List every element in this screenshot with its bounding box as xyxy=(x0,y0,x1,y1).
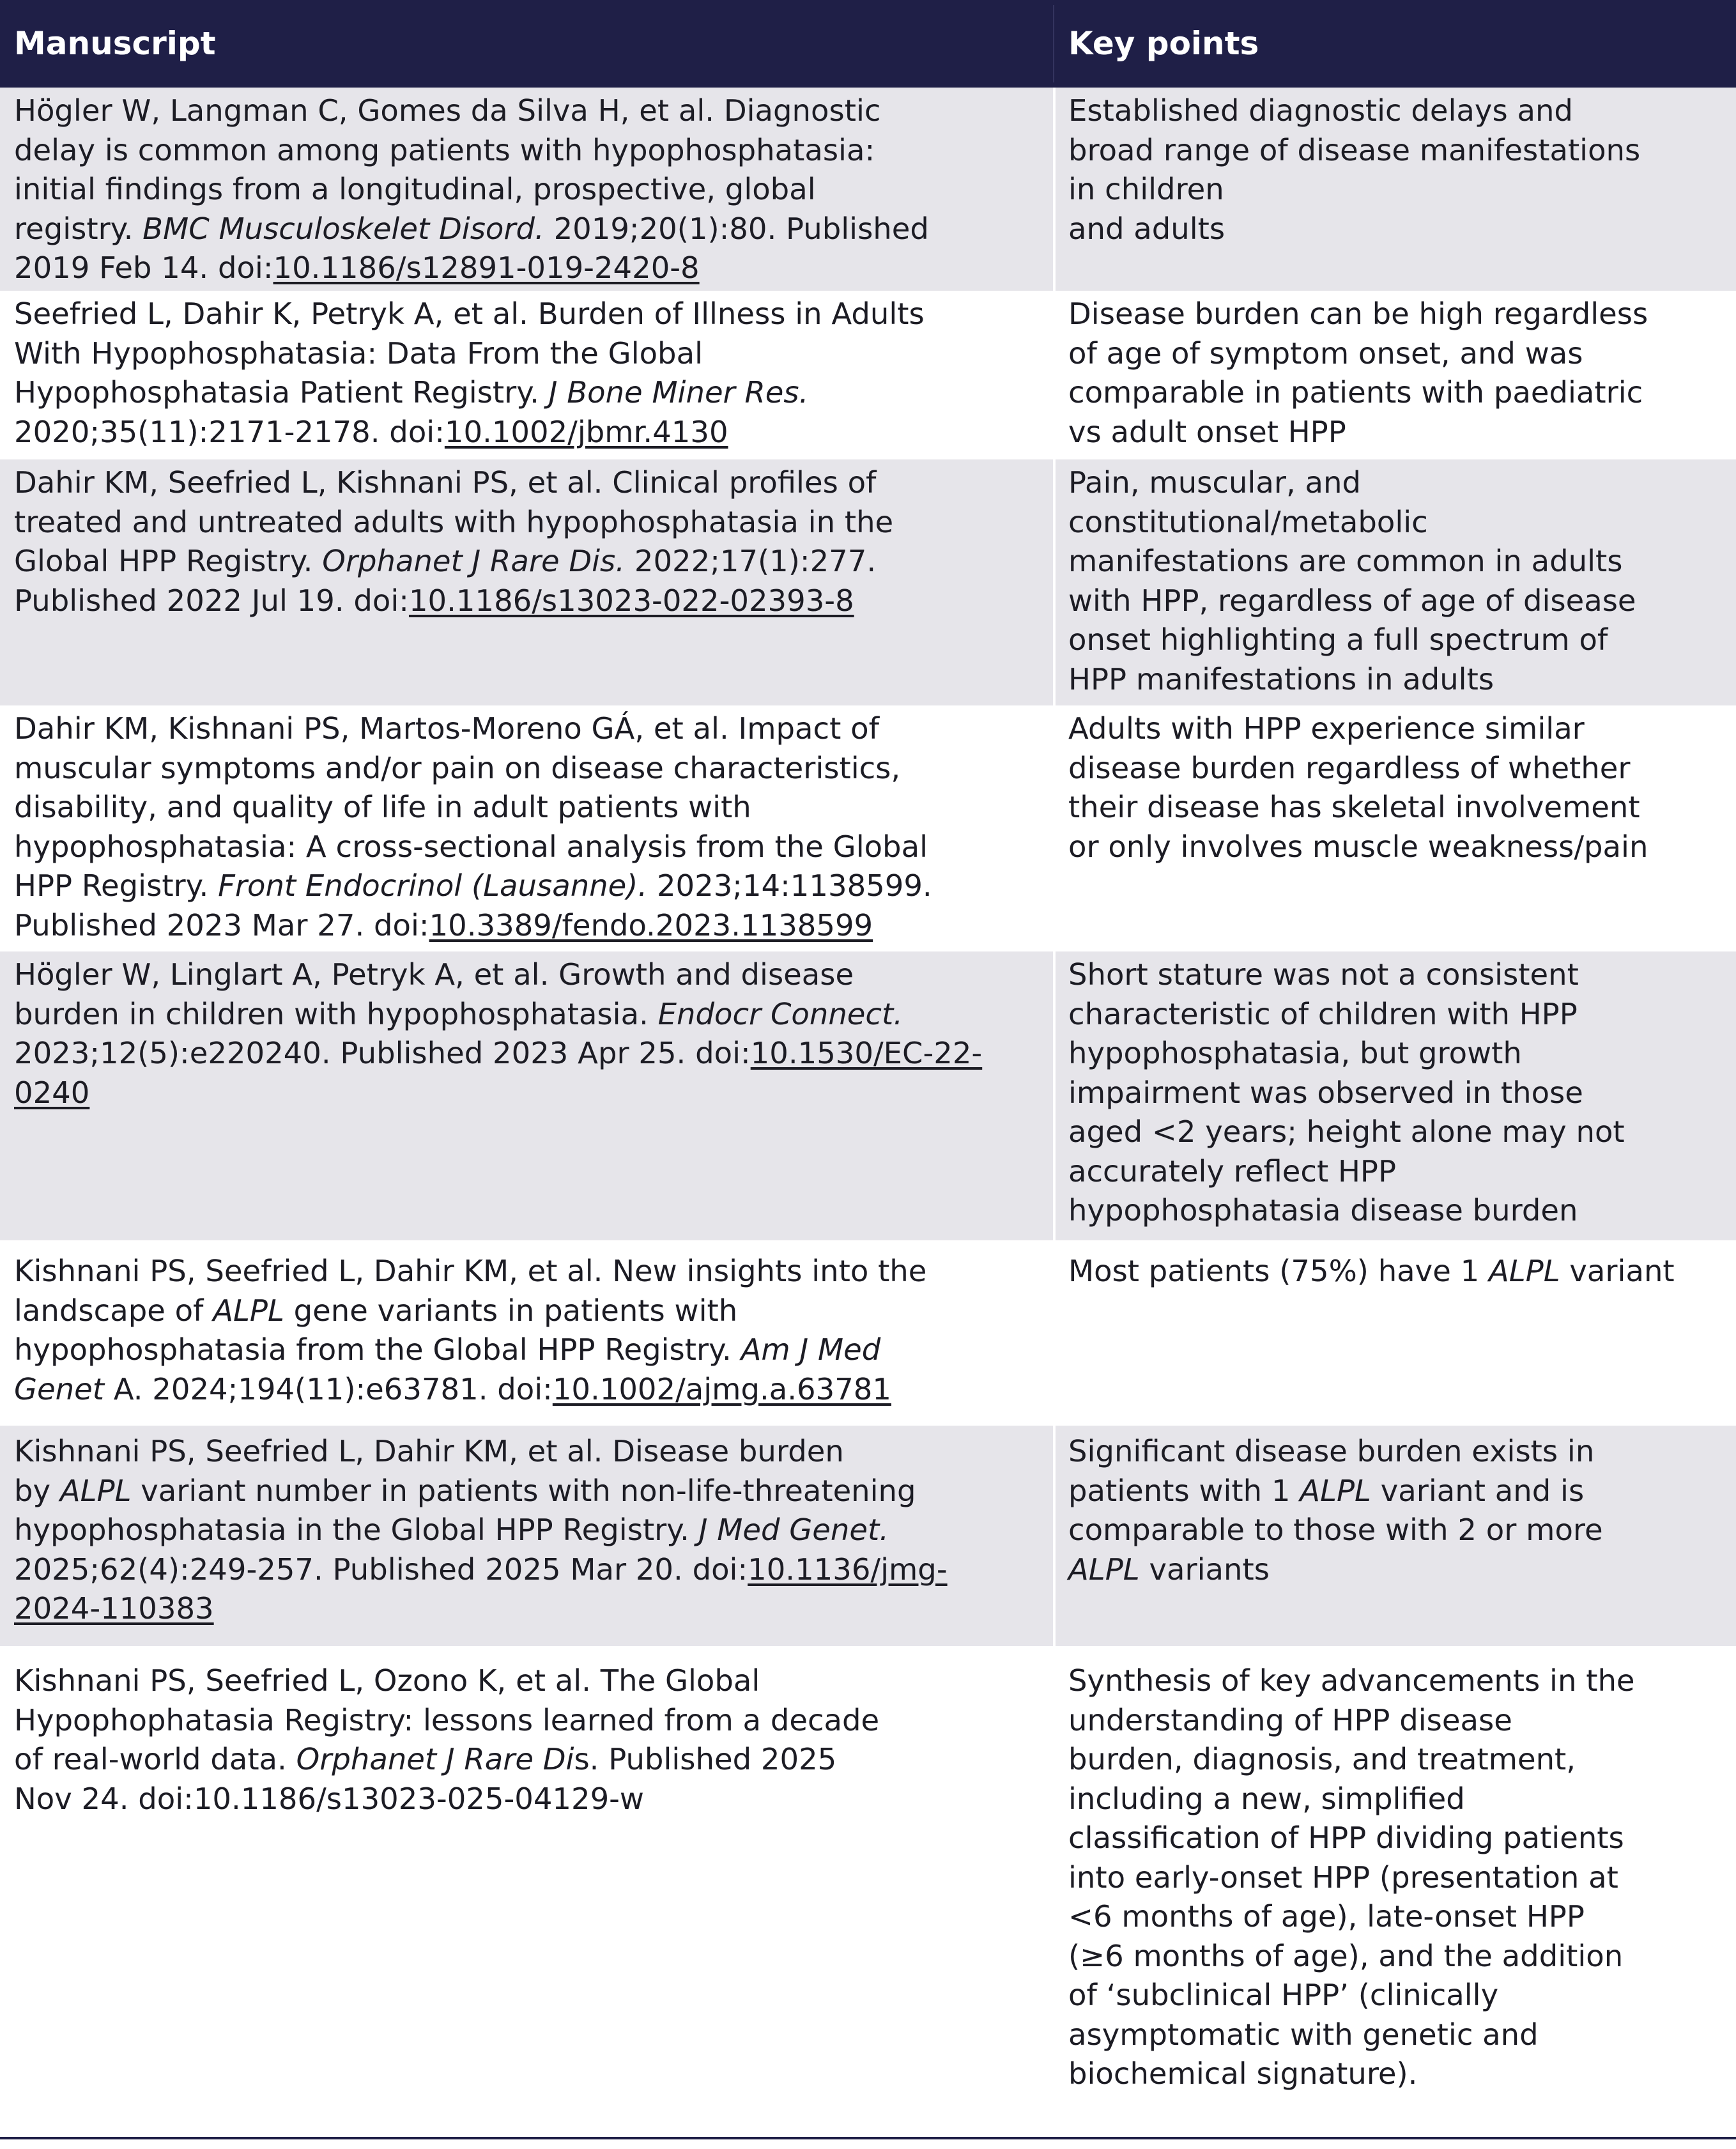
column-divider xyxy=(1053,951,1056,1240)
manuscript-line: Hypophophatasia Registry: lessons learned from a decade xyxy=(14,1702,880,1737)
key-point-line: hypophosphatasia, but growth xyxy=(1068,1036,1522,1070)
key-point-line: burden, diagnosis, and treatment, xyxy=(1068,1742,1576,1776)
manuscript-line: Hypophosphatasia Patient Registry. J Bone Miner Res. xyxy=(14,375,809,410)
key-point-line: manifestations are common in adults xyxy=(1068,544,1623,578)
manuscript-line: Published 2022 Jul 19. doi:10.1186/s13023-022-02393-8 xyxy=(14,583,854,618)
gene-name: ALPL xyxy=(1300,1473,1371,1508)
column-divider xyxy=(1053,1646,1056,2137)
key-point-line: Pain, muscular, and xyxy=(1068,465,1362,500)
table-bottom-rule xyxy=(0,2137,1736,2139)
key-point-line: of ‘subclinical HPP’ (clinically xyxy=(1068,1978,1499,2012)
journal-name: Orphanet J Rare Dis. xyxy=(322,544,626,578)
manuscript-cell xyxy=(14,1432,1043,1629)
table-row xyxy=(0,88,1736,291)
doi-link[interactable]: 10.1002/ajmg.a.63781 xyxy=(552,1371,891,1406)
key-point-line: classification of HPP dividing patients xyxy=(1068,1821,1624,1855)
key-point-line: onset highlighting a full spectrum of xyxy=(1068,622,1608,657)
manuscript-line: landscape of ALPL gene variants in patients with xyxy=(14,1293,738,1328)
journal-name: Front Endocrinol (Lausanne). xyxy=(218,868,648,903)
manuscript-line: Dahir KM, Seefried L, Kishnani PS, et al. Clinical profiles of xyxy=(14,465,877,500)
manuscript-line: Högler W, Langman C, Gomes da Silva H, et al. Diagnostic xyxy=(14,93,881,128)
gene-name: ALPL xyxy=(1068,1552,1140,1587)
column-divider xyxy=(1053,291,1056,459)
journal-name: Endocr Connect. xyxy=(657,996,903,1031)
key-point-line: HPP manifestations in adults xyxy=(1068,661,1494,697)
key-point-line: biochemical signature). xyxy=(1068,2056,1418,2091)
key-point-line: vs adult onset HPP xyxy=(1068,414,1346,449)
key-point-line: <6 months of age), late-onset HPP xyxy=(1068,1899,1585,1934)
header-divider xyxy=(1053,5,1054,82)
manuscript-line: 2023;12(5):e220240. Published 2023 Apr 25. doi:10.1530/EC-22- xyxy=(14,1036,983,1070)
manuscript-line: disability, and quality of life in adult patients with xyxy=(14,790,751,824)
journal-name: J Bone Miner Res. xyxy=(548,375,809,410)
manuscript-cell xyxy=(14,463,1043,620)
key-point-line: Significant disease burden exists in xyxy=(1068,1434,1595,1468)
column-divider xyxy=(1053,1426,1056,1646)
manuscript-line: registry. BMC Musculoskelet Disord. 2019;20(1):80. Published xyxy=(14,211,929,246)
key-point-line: or only involves muscle weakness/pain xyxy=(1068,829,1648,864)
manuscript-cell xyxy=(14,1252,1043,1409)
doi-link[interactable]: 10.1530/EC-22- xyxy=(750,1036,983,1070)
header-key-points: Key points xyxy=(1068,25,1259,62)
manuscript-line: 2019 Feb 14. doi:10.1186/s12891-019-2420-8 xyxy=(14,250,700,285)
manuscript-line: 2025;62(4):249-257. Published 2025 Mar 20. doi:10.1136/jmg- xyxy=(14,1552,948,1587)
manuscript-line: hypophosphatasia in the Global HPP Registry. J Med Genet. xyxy=(14,1513,889,1547)
table-row xyxy=(0,1646,1736,2137)
key-point-line: broad range of disease manifestations xyxy=(1068,132,1641,167)
key-points-cell xyxy=(1068,1661,1726,2094)
doi-link[interactable]: 10.1186/s12891-019-2420-8 xyxy=(273,250,700,285)
gene-name: ALPL xyxy=(59,1473,132,1508)
key-points-cell xyxy=(1068,91,1726,249)
key-points-cell xyxy=(1068,955,1726,1231)
manuscript-line: burden in children with hypophosphatasia. Endocr Connect. xyxy=(14,996,903,1031)
doi-link[interactable]: 10.3389/fendo.2023.1138599 xyxy=(429,907,873,943)
key-point-line: asymptomatic with genetic and xyxy=(1068,2017,1539,2052)
doi-link[interactable]: 10.1002/jbmr.4130 xyxy=(444,414,728,449)
key-point-line: into early-onset HPP (presentation at xyxy=(1068,1860,1618,1895)
manuscript-line: HPP Registry. Front Endocrinol (Lausanne). 2023;14:1138599. xyxy=(14,868,932,903)
key-point-line: Adults with HPP experience similar xyxy=(1068,711,1585,746)
key-point-line: including a new, simplified xyxy=(1068,1781,1465,1816)
manuscript-line: muscular symptoms and/or pain on disease characteristics, xyxy=(14,750,901,785)
key-point-line: characteristic of children with HPP xyxy=(1068,996,1578,1031)
key-point-line: Established diagnostic delays and xyxy=(1068,93,1573,128)
doi-link[interactable]: 10.1136/jmg- xyxy=(748,1552,948,1587)
key-point-line: Disease burden can be high regardless xyxy=(1068,297,1648,331)
manuscript-line: hypophosphatasia: A cross-sectional analysis from the Global xyxy=(14,829,928,864)
journal-name: Am J Med xyxy=(741,1332,881,1367)
table-row xyxy=(0,1426,1736,1646)
table-row xyxy=(0,1240,1736,1426)
key-point-line: hypophosphatasia disease burden xyxy=(1068,1193,1578,1228)
manuscript-line: Seefried L, Dahir K, Petryk A, et al. Burden of Illness in Adults xyxy=(14,297,925,331)
journal-name: Orphanet J Rare Di xyxy=(296,1742,574,1776)
manuscript-line: Kishnani PS, Seefried L, Dahir KM, et al. Disease burden xyxy=(14,1434,844,1468)
key-point-line: in children xyxy=(1068,172,1224,206)
manuscript-line: delay is common among patients with hypophosphatasia: xyxy=(14,132,875,167)
table-header xyxy=(0,0,1736,88)
key-point-line: ALPL variants xyxy=(1068,1552,1270,1587)
manuscript-cell xyxy=(14,955,1043,1113)
key-points-cell xyxy=(1068,463,1726,699)
column-divider xyxy=(1053,88,1056,291)
key-point-line: Most patients (75%) have 1 ALPL variant xyxy=(1068,1254,1675,1288)
key-points-cell xyxy=(1068,295,1726,452)
key-point-line: constitutional/metabolic xyxy=(1068,504,1428,539)
journal-name: J Med Genet. xyxy=(698,1513,889,1547)
gene-name: ALPL xyxy=(1488,1254,1560,1288)
table-row xyxy=(0,705,1736,951)
manuscript-line: by ALPL variant number in patients with non-life-threatening xyxy=(14,1473,916,1508)
key-point-line: accurately reflect HPP xyxy=(1068,1153,1396,1189)
key-point-line: disease burden regardless of whether xyxy=(1068,750,1631,785)
key-points-cell xyxy=(1068,1252,1726,1291)
journal-name: Genet xyxy=(14,1371,104,1406)
journal-name: BMC Musculoskelet Disord. xyxy=(142,211,544,246)
table-row xyxy=(0,459,1736,705)
manuscript-cell xyxy=(14,1661,1043,1819)
doi-link[interactable]: 2024-110383 xyxy=(14,1591,214,1626)
manuscript-line: With Hypophosphatasia: Data From the Global xyxy=(14,335,703,371)
key-point-line: impairment was observed in those xyxy=(1068,1075,1583,1110)
manuscript-line: Kishnani PS, Seefried L, Dahir KM, et al. New insights into the xyxy=(14,1254,927,1288)
column-divider xyxy=(1053,459,1056,705)
key-point-line: of age of symptom onset, and was xyxy=(1068,335,1583,371)
table-row xyxy=(0,291,1736,459)
manuscript-line: Dahir KM, Kishnani PS, Martos-Moreno GÁ, et al. Impact of xyxy=(14,711,879,746)
manuscript-line: initial findings from a longitudinal, prospective, global xyxy=(14,172,816,206)
key-point-line: Short stature was not a consistent xyxy=(1068,957,1579,992)
doi-link[interactable]: 0240 xyxy=(14,1075,90,1110)
manuscript-line: treated and untreated adults with hypophosphatasia in the xyxy=(14,504,894,539)
manuscript-line: hypophosphatasia from the Global HPP Registry. Am J Med xyxy=(14,1332,881,1367)
manuscript-cell xyxy=(14,709,1043,945)
key-point-line: aged <2 years; height alone may not xyxy=(1068,1114,1625,1149)
doi-link[interactable]: 10.1186/s13023-022-02393-8 xyxy=(408,583,854,618)
key-point-line: (≥6 months of age), and the addition xyxy=(1068,1938,1624,1973)
manuscript-line: Global HPP Registry. Orphanet J Rare Dis. 2022;17(1):277. xyxy=(14,544,877,578)
column-divider xyxy=(1053,1240,1056,1426)
manuscript-line: Genet A. 2024;194(11):e63781. doi:10.1002/ajmg.a.63781 xyxy=(14,1371,891,1406)
manuscript-line: 2020;35(11):2171-2178. doi:10.1002/jbmr.4130 xyxy=(14,414,728,449)
key-point-line: comparable in patients with paediatric xyxy=(1068,375,1643,410)
key-point-line: understanding of HPP disease xyxy=(1068,1702,1512,1737)
manuscript-line: Published 2023 Mar 27. doi:10.3389/fendo.2023.1138599 xyxy=(14,907,873,943)
key-point-line: Synthesis of key advancements in the xyxy=(1068,1663,1635,1698)
table-row xyxy=(0,951,1736,1240)
manuscript-line: Nov 24. doi:10.1186/s13023-025-04129-w xyxy=(14,1781,644,1816)
manuscript-line: Högler W, Linglart A, Petryk A, et al. Growth and disease xyxy=(14,957,854,992)
gene-name: ALPL xyxy=(213,1293,284,1328)
manuscript-line: Kishnani PS, Seefried L, Ozono K, et al. The Global xyxy=(14,1663,760,1698)
key-point-line: and adults xyxy=(1068,211,1225,246)
key-point-line: with HPP, regardless of age of disease xyxy=(1068,583,1636,618)
key-point-line: their disease has skeletal involvement xyxy=(1068,790,1640,824)
manuscript-cell xyxy=(14,91,1043,288)
key-points-cell xyxy=(1068,709,1726,867)
manuscript-line: of real-world data. Orphanet J Rare Dis. Published 2025 xyxy=(14,1742,837,1776)
key-point-line: patients with 1 ALPL variant and is xyxy=(1068,1473,1585,1508)
key-points-cell xyxy=(1068,1432,1726,1589)
column-divider xyxy=(1053,705,1056,951)
header-manuscript: Manuscript xyxy=(14,25,216,62)
manuscript-cell xyxy=(14,295,1043,452)
key-point-line: comparable to those with 2 or more xyxy=(1068,1513,1603,1547)
